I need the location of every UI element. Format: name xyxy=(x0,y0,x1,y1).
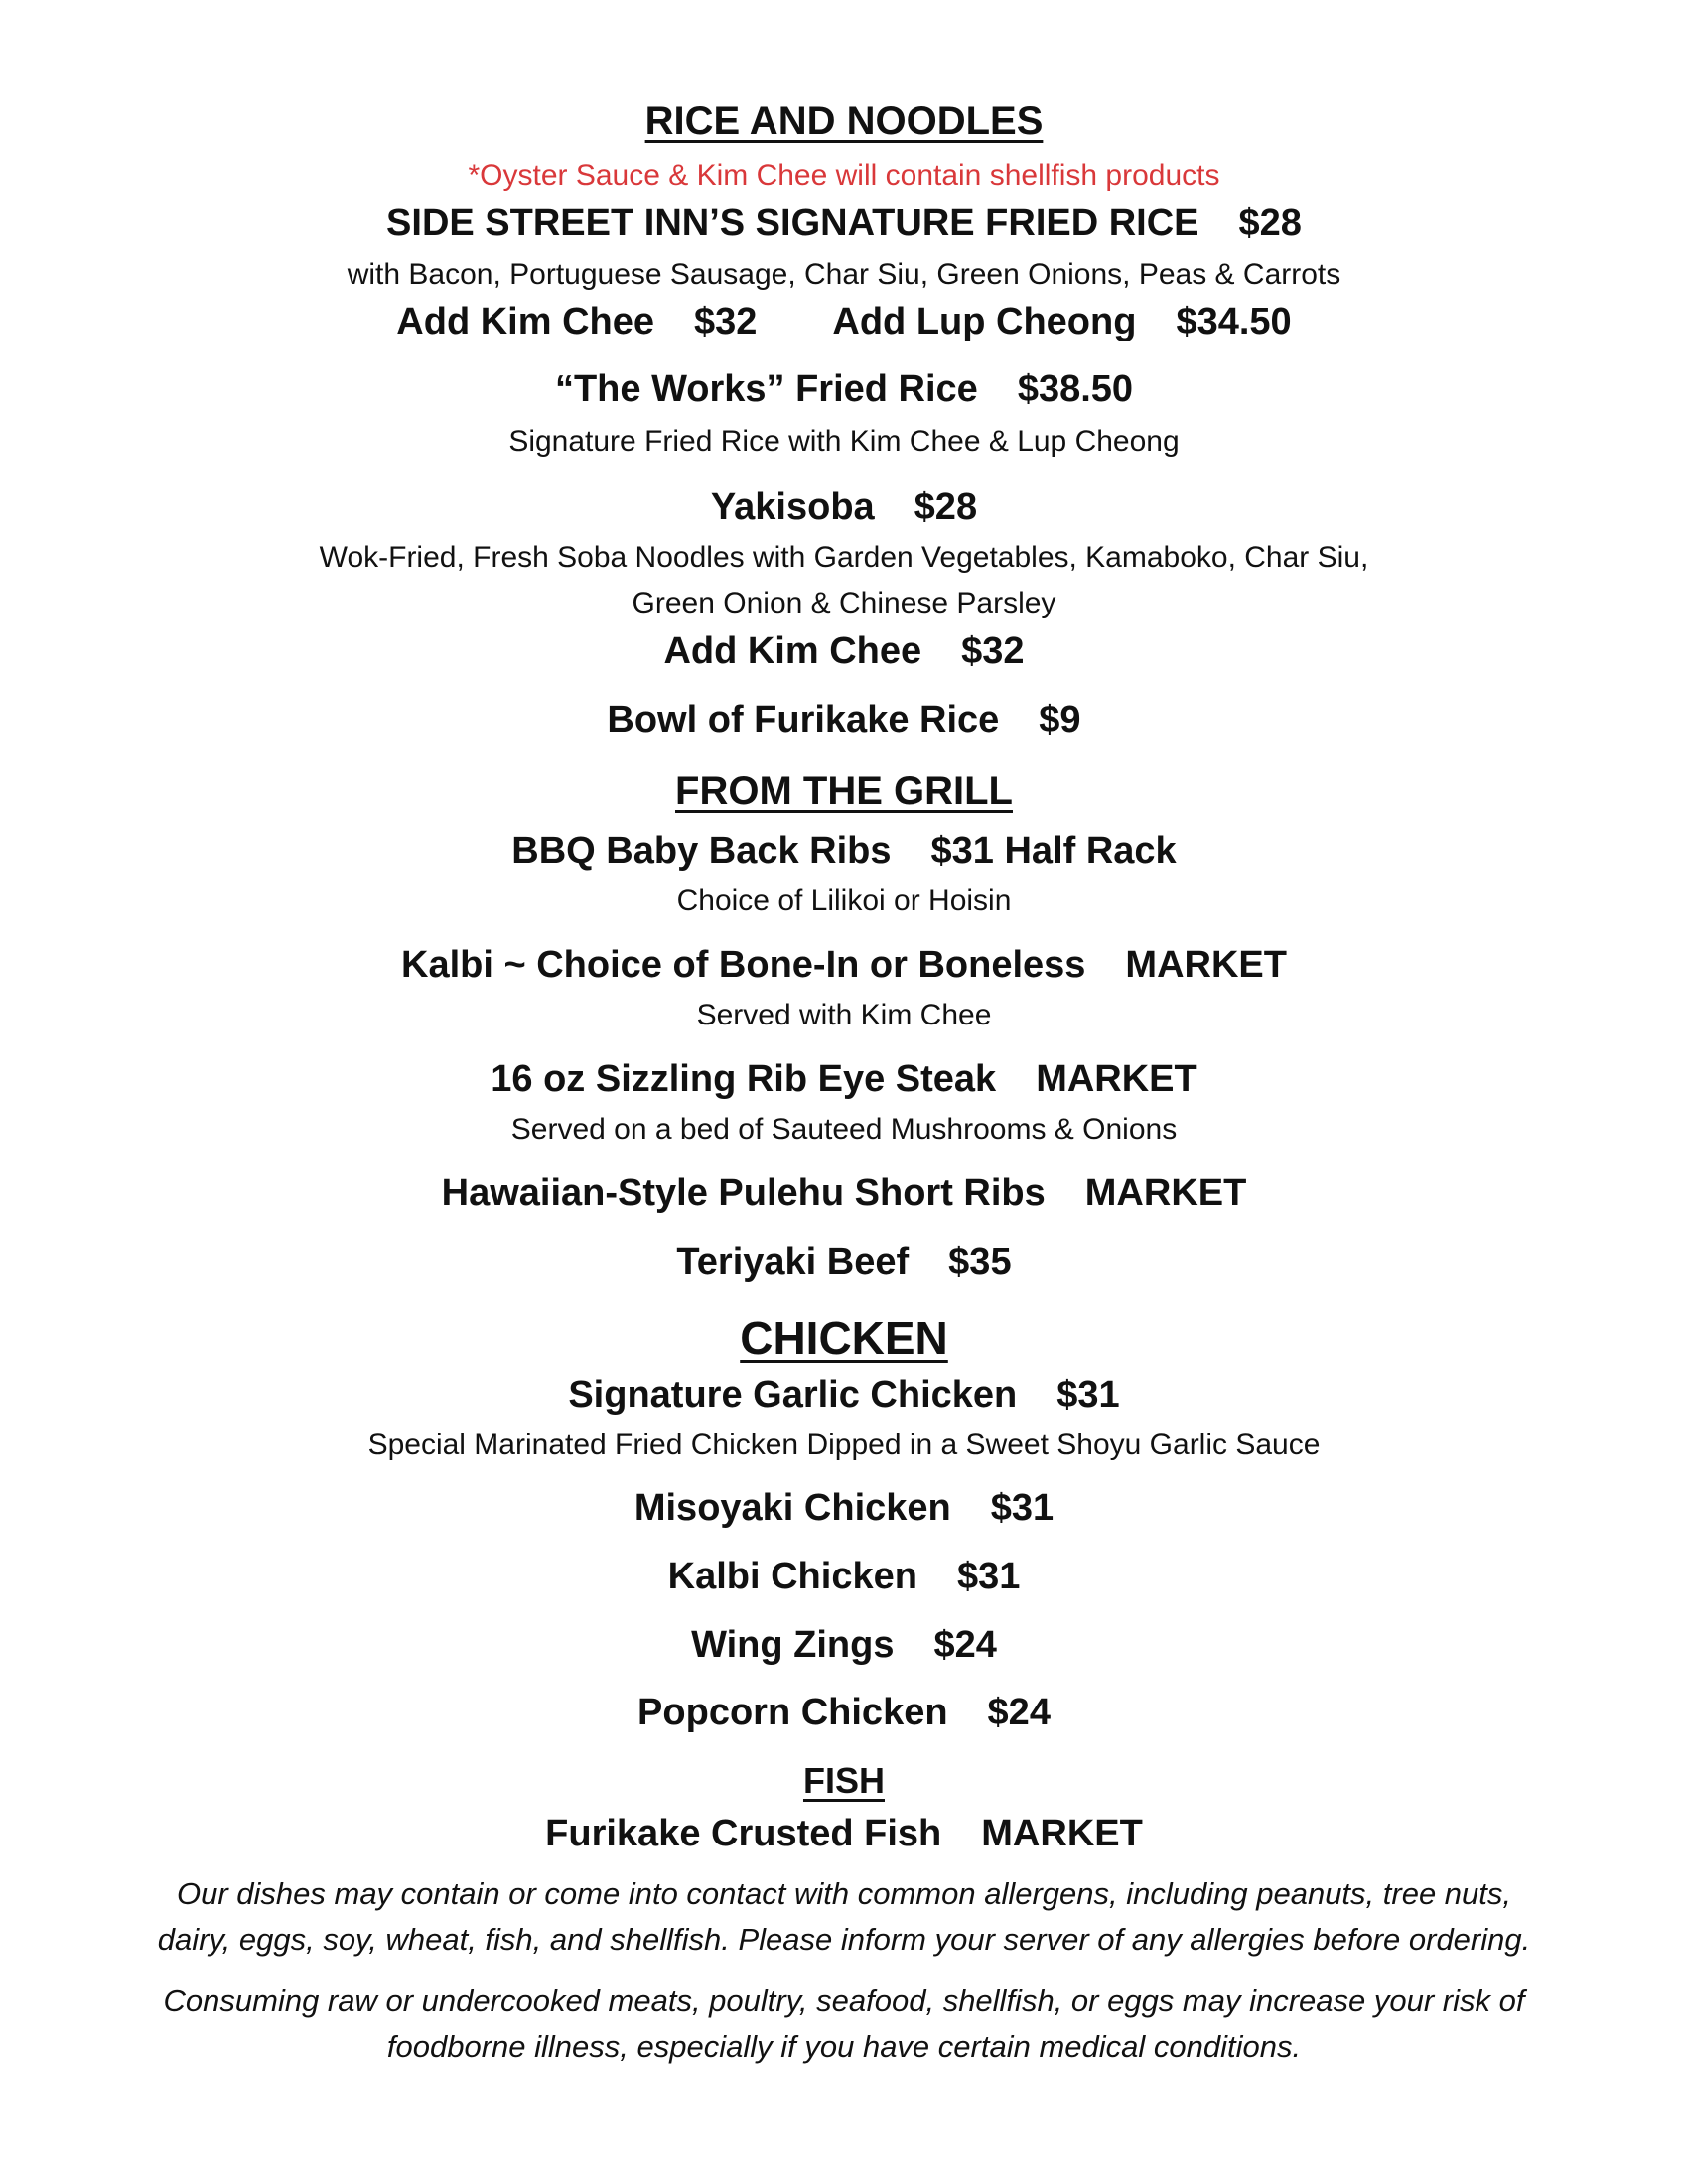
menu-item-bbq-ribs xyxy=(0,830,1688,873)
menu-item-wing-zings xyxy=(0,1624,1688,1667)
item-name: Teriyaki Beef xyxy=(676,1241,910,1283)
item-price: $9 xyxy=(1039,699,1081,741)
item-price: $31 xyxy=(956,1556,1021,1597)
menu-item-furikake-fish xyxy=(0,1813,1688,1855)
menu-item-misoyaki-chicken xyxy=(0,1487,1688,1530)
item-price: $28 xyxy=(1238,203,1302,244)
item-description: Wok-Fried, Fresh Soba Noodles with Garden Vegetables, Kamaboko, Char Siu, xyxy=(319,541,1369,574)
item-name: Add Kim Chee xyxy=(663,630,922,672)
item-price: MARKET xyxy=(981,1813,1143,1854)
item-price: $24 xyxy=(987,1692,1051,1733)
item-name: Signature Garlic Chicken xyxy=(568,1374,1018,1416)
item-price: $32 xyxy=(961,630,1025,672)
item-price: MARKET xyxy=(1036,1058,1197,1100)
item-name: Add Kim Chee xyxy=(396,301,654,342)
item-name: Yakisoba xyxy=(710,486,875,528)
item-price: $34.50 xyxy=(1176,301,1292,342)
item-name: Furikake Crusted Fish xyxy=(545,1813,942,1854)
item-name: Wing Zings xyxy=(691,1624,895,1666)
item-name: SIDE STREET INN’S SIGNATURE FRIED RICE xyxy=(386,203,1199,244)
item-price: $31 Half Rack xyxy=(930,830,1177,872)
item-price: $31 xyxy=(990,1487,1055,1529)
allergen-disclaimer-line-2: dairy, eggs, soy, wheat, fish, and shellfish. Please inform your server of any allergies before ordering. xyxy=(157,1922,1531,1957)
item-name: 16 oz Sizzling Rib Eye Steak xyxy=(491,1058,997,1100)
item-price: $24 xyxy=(933,1624,997,1666)
menu-item-kalbi-chicken xyxy=(0,1556,1688,1598)
item-name: “The Works” Fried Rice xyxy=(554,368,978,410)
menu-item-yakisoba-add-kim-chee xyxy=(0,630,1688,673)
menu-item-popcorn-chicken xyxy=(0,1692,1688,1734)
menu-item-pulehu-short-ribs xyxy=(0,1172,1688,1215)
item-name: Add Lup Cheong xyxy=(832,301,1137,342)
item-description: Signature Fried Rice with Kim Chee & Lup Cheong xyxy=(508,425,1180,458)
item-description: with Bacon, Portuguese Sausage, Char Siu, Green Onions, Peas & Carrots xyxy=(347,258,1341,291)
raw-food-disclaimer-line-1: Consuming raw or undercooked meats, poultry, seafood, shellfish, or eggs may increase your risk of xyxy=(163,1983,1525,2018)
item-price: $31 xyxy=(1056,1374,1120,1416)
item-price: MARKET xyxy=(1084,1172,1247,1214)
menu-item-the-works xyxy=(0,368,1688,411)
allergen-disclaimer-line-1: Our dishes may contain or come into contact with common allergens, including peanuts, tree nuts, xyxy=(176,1876,1512,1911)
item-name: Kalbi Chicken xyxy=(667,1556,917,1597)
item-name: Popcorn Chicken xyxy=(637,1692,948,1733)
menu-item-garlic-chicken xyxy=(0,1374,1688,1417)
menu-item-kalbi xyxy=(0,944,1688,987)
item-description: Green Onion & Chinese Parsley xyxy=(632,587,1056,619)
item-price: MARKET xyxy=(1125,944,1287,986)
item-name: BBQ Baby Back Ribs xyxy=(511,830,892,872)
item-name: Bowl of Furikake Rice xyxy=(607,699,1000,741)
item-name: Kalbi ~ Choice of Bone-In or Boneless xyxy=(401,944,1086,986)
item-price: $38.50 xyxy=(1017,368,1134,410)
raw-food-disclaimer-line-2: foodborne illness, especially if you have certain medical conditions. xyxy=(386,2029,1302,2064)
menu-item-add-ons xyxy=(0,301,1688,343)
item-description: Special Marinated Fried Chicken Dipped in a Sweet Shoyu Garlic Sauce xyxy=(367,1429,1321,1461)
item-price: $32 xyxy=(694,301,758,342)
section-heading-fish: FISH xyxy=(802,1760,885,1801)
item-description: Choice of Lilikoi or Hoisin xyxy=(676,885,1012,917)
section-heading-grill: FROM THE GRILL xyxy=(675,769,1013,813)
section-heading-chicken: CHICKEN xyxy=(740,1312,948,1364)
menu-item-teriyaki-beef xyxy=(0,1241,1688,1284)
item-description: Served on a bed of Sauteed Mushrooms & Onions xyxy=(510,1113,1178,1146)
shellfish-note: *Oyster Sauce & Kim Chee will contain shellfish products xyxy=(468,159,1220,192)
item-price: $35 xyxy=(948,1241,1012,1283)
item-name: Misoyaki Chicken xyxy=(633,1487,951,1529)
item-price: $28 xyxy=(914,486,978,528)
menu-item-yakisoba xyxy=(0,486,1688,529)
menu-item-furikake-rice xyxy=(0,699,1688,742)
menu-item-signature-fried-rice xyxy=(0,203,1688,245)
section-heading-rice-noodles: RICE AND NOODLES xyxy=(644,99,1044,143)
item-name: Hawaiian-Style Pulehu Short Ribs xyxy=(441,1172,1046,1214)
menu-item-rib-eye xyxy=(0,1058,1688,1101)
item-description: Served with Kim Chee xyxy=(696,999,992,1031)
